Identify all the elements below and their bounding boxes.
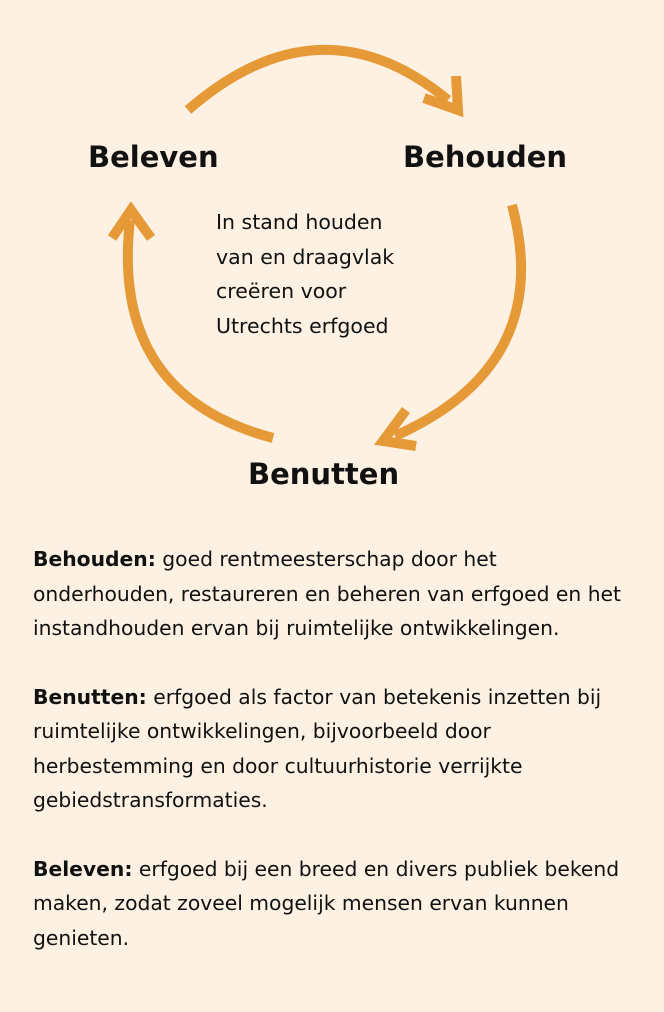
arrow-beleven-to-behouden — [188, 50, 448, 110]
definition-beleven — [33, 852, 638, 956]
cycle-center-text — [216, 205, 446, 343]
definition-text: goed rentmeesterschap door het onderhouden, restaureren en beheren van erfgoed en het instandhouden ervan bij ruimtelijke ontwikkelingen. — [33, 547, 621, 640]
center-line: van en draagvlak — [216, 244, 395, 269]
definition-behouden — [33, 542, 638, 646]
definition-term: Beleven: — [33, 856, 133, 881]
definition-text: erfgoed bij een breed en divers publiek bekend maken, zodat zoveel mogelijk mensen ervan kunnen genieten. — [33, 856, 620, 950]
node-behouden: Behouden — [403, 140, 568, 174]
definition-term: Behouden: — [33, 547, 156, 571]
node-benutten: Benutten — [248, 457, 400, 491]
definition-benutten — [33, 680, 638, 818]
definitions-list — [33, 542, 638, 989]
center-line: In stand houden — [216, 210, 383, 234]
center-line: creëren voor — [216, 279, 347, 303]
definition-term: Benutten: — [33, 684, 147, 709]
definition-text: erfgoed als factor van betekenis inzetten bij ruimtelijke ontwikkelingen, bijvoorbeeld door herbestemming en door cultuurhistorie verrijkte gebiedstransformaties. — [33, 684, 602, 812]
center-line: Utrechts erfgoed — [216, 313, 389, 338]
node-beleven: Beleven — [88, 140, 219, 174]
